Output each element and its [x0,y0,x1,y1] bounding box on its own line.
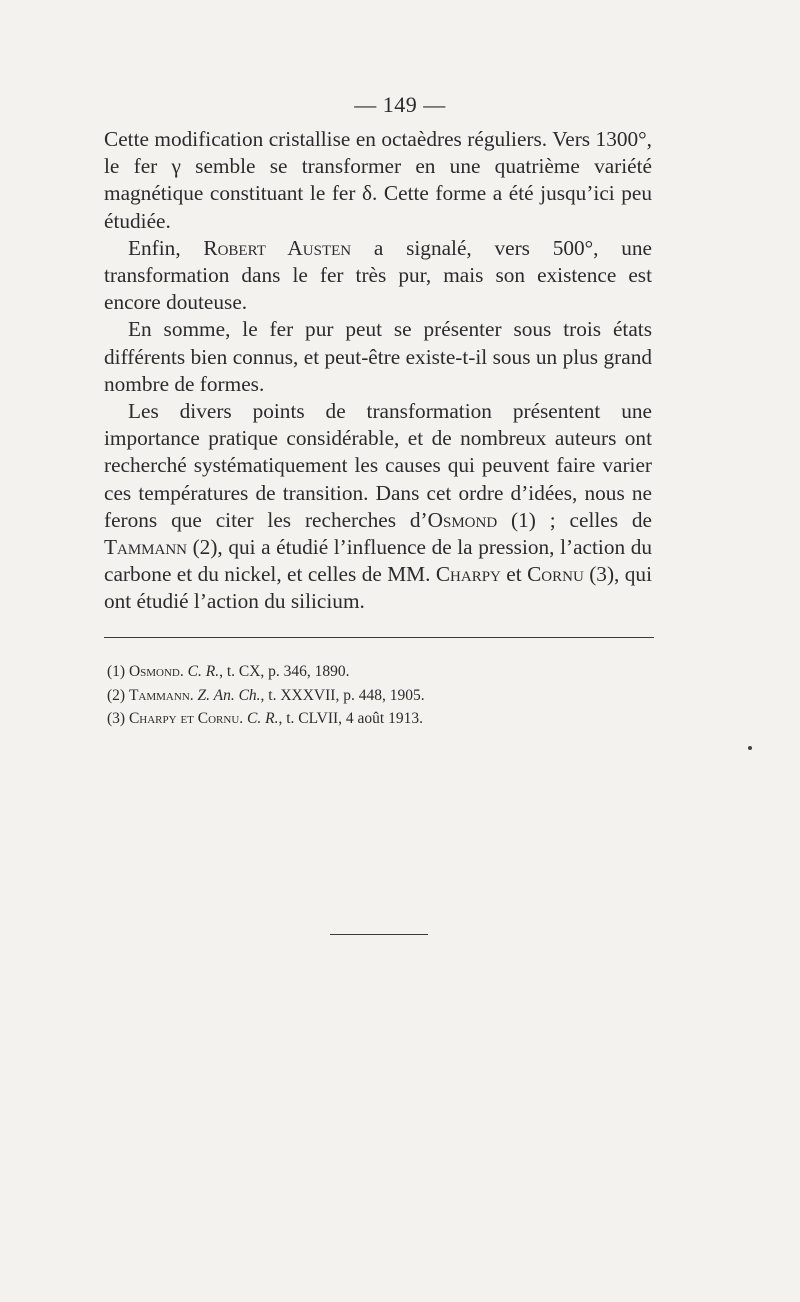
footnote-details: , t. XXXVII, p. 448, 1905. [260,686,425,704]
footnote-journal: C. R. [187,663,220,680]
footnote-number: (1) [107,663,129,680]
text-run: a signalé, vers 500°, une transformation dans le fer très pur, mais son existence est encore douteuse. [104,235,652,315]
footnote-3 [107,707,667,731]
footnote-details: , t. CLVII, 4 août 1913. [278,710,423,727]
footnote-number: (3) [107,710,129,727]
footnote-journal: C. R. [247,710,279,727]
text-run: (2), qui a étudié l’influence de la pression, l’action du carbone et du nickel, et celles de MM. [104,535,652,587]
text-run: . [189,686,198,704]
footnote-number: (2) [107,686,129,704]
paragraph-4 [104,398,652,616]
text-run: Les divers points de transformation présentent une importance pratique considérable, et de nombreux auteurs ont recherché systématiquement les causes qui peuvent faire varier ces températures de transition. Dans cet ordre d’idées, nous ne ferons que citer les recherches d’ [104,399,652,532]
author-name: Cornu [527,562,584,587]
text-run: . [239,710,248,727]
footnote-2 [107,684,667,708]
text-run: Enfin, [128,235,204,260]
end-rule [330,934,428,935]
author-name: Tammann [104,535,188,560]
page-number: — 149 — [354,92,446,117]
footnote-separator [104,637,654,638]
text-run: (1) ; celles de [497,507,652,532]
gamma-symbol: γ [171,154,181,179]
text-run: . [179,663,188,680]
paragraph-3: En somme, le fer pur peut se présenter sous trois états différents bien connus, et peut-être existe-t-il sous un plus grand nombre de formes. [104,317,652,396]
footnote-journal: Z. An. Ch. [197,686,261,704]
footnote-author: Osmond [128,663,180,680]
text-run: et [500,562,528,587]
text-run: (3), qui ont étudié l’action du silicium. [104,562,652,614]
text-run: Cette modification cristallise en octaèdres réguliers. Vers 1300°, le fer [104,127,652,179]
scan-speck [748,746,752,750]
footnote-author: Tammann [128,686,190,704]
main-text [104,126,652,616]
footnotes [107,660,667,731]
paragraph-1 [104,126,652,235]
text-run: . Cette forme a été jusqu’ici peu étudiée. [104,181,652,233]
author-name: Robert Austen [203,235,352,260]
footnote-author: Charpy et Cornu [128,710,240,727]
author-name: Charpy [435,562,501,587]
paragraph-2 [104,235,652,317]
text-run: semble se transformer en une quatrième variété magnétique constituant le fer [104,154,653,206]
footnote-1 [107,660,667,684]
footnote-details: , t. CX, p. 346, 1890. [219,663,350,680]
author-name: Osmond [427,507,498,532]
delta-symbol: δ [362,181,373,206]
